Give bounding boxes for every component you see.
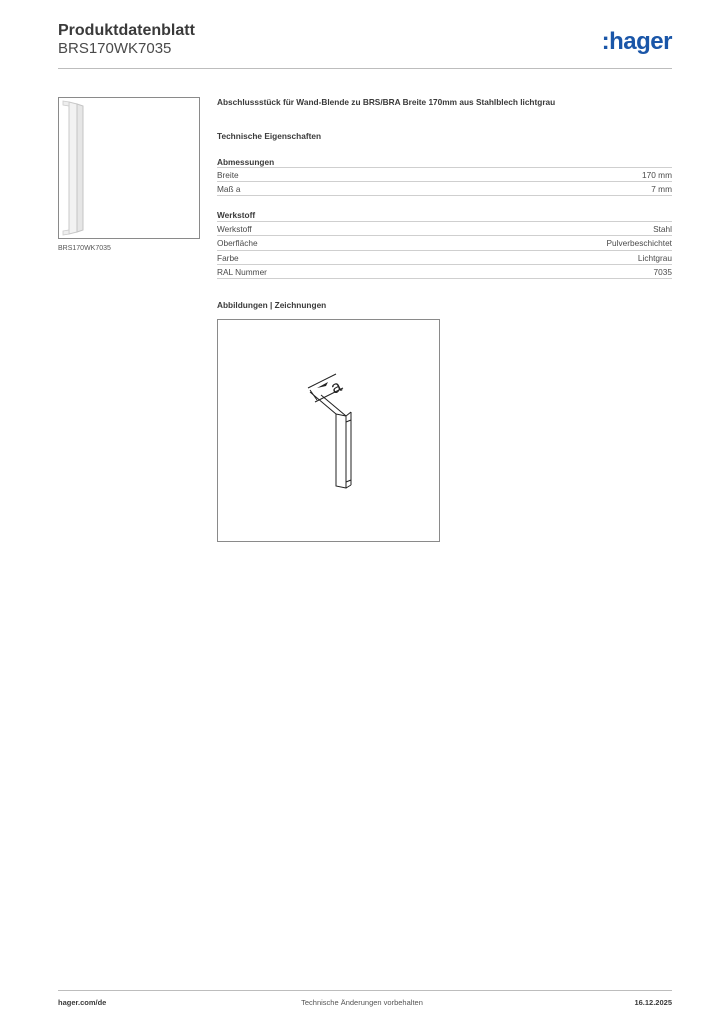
table-row xyxy=(217,235,672,249)
product-thumbnail-icon xyxy=(59,98,199,238)
table-row xyxy=(217,181,672,195)
row-value: 7 mm xyxy=(651,184,672,195)
row-label: Breite xyxy=(217,170,239,180)
header-divider xyxy=(58,68,672,69)
row-label: RAL Nummer xyxy=(217,267,267,278)
table-row xyxy=(217,264,672,278)
hager-logo: :hager xyxy=(601,28,672,55)
end-piece-drawing-icon xyxy=(218,320,439,541)
product-image xyxy=(58,97,200,239)
dimension-label: a xyxy=(327,376,345,398)
drawings-heading: Abbildungen | Zeichnungen xyxy=(217,300,327,310)
row-value: Stahl xyxy=(653,224,672,234)
row-value: Pulverbeschichtet xyxy=(606,238,672,249)
row-value: 170 mm xyxy=(642,170,672,180)
row-value: Lichtgrau xyxy=(637,252,672,263)
footer-date: 16.12.2025 xyxy=(634,998,672,1007)
table-row xyxy=(217,250,672,264)
row-label: Oberfläche xyxy=(217,238,258,249)
row-label: Farbe xyxy=(217,252,239,263)
group-title-dimensions: Abmessungen xyxy=(217,157,275,167)
product-description: Abschlussstück für Wand-Blende zu BRS/BRA Breite 170mm aus Stahlblech lichtgrau xyxy=(217,97,556,107)
row-label: Werkstoff xyxy=(217,224,252,234)
row-label: Maß a xyxy=(217,184,241,195)
footer-website-link[interactable]: hager.com/de xyxy=(58,998,107,1007)
table-row xyxy=(217,167,672,181)
dimensions-table xyxy=(217,167,672,196)
footer-notice: Technische Änderungen vorbehalten xyxy=(301,998,423,1007)
group-title-material: Werkstoff xyxy=(217,210,256,220)
tech-properties-heading: Technische Eigenschaften xyxy=(217,131,322,141)
product-code: BRS170WK7035 xyxy=(58,40,172,57)
material-table xyxy=(217,221,672,279)
row-value: 7035 xyxy=(653,267,672,278)
page-title: Produktdatenblatt xyxy=(58,22,195,39)
table-row xyxy=(217,221,672,235)
footer-divider xyxy=(58,990,672,991)
product-image-caption: BRS170WK7035 xyxy=(58,245,111,252)
technical-drawing xyxy=(217,319,440,542)
